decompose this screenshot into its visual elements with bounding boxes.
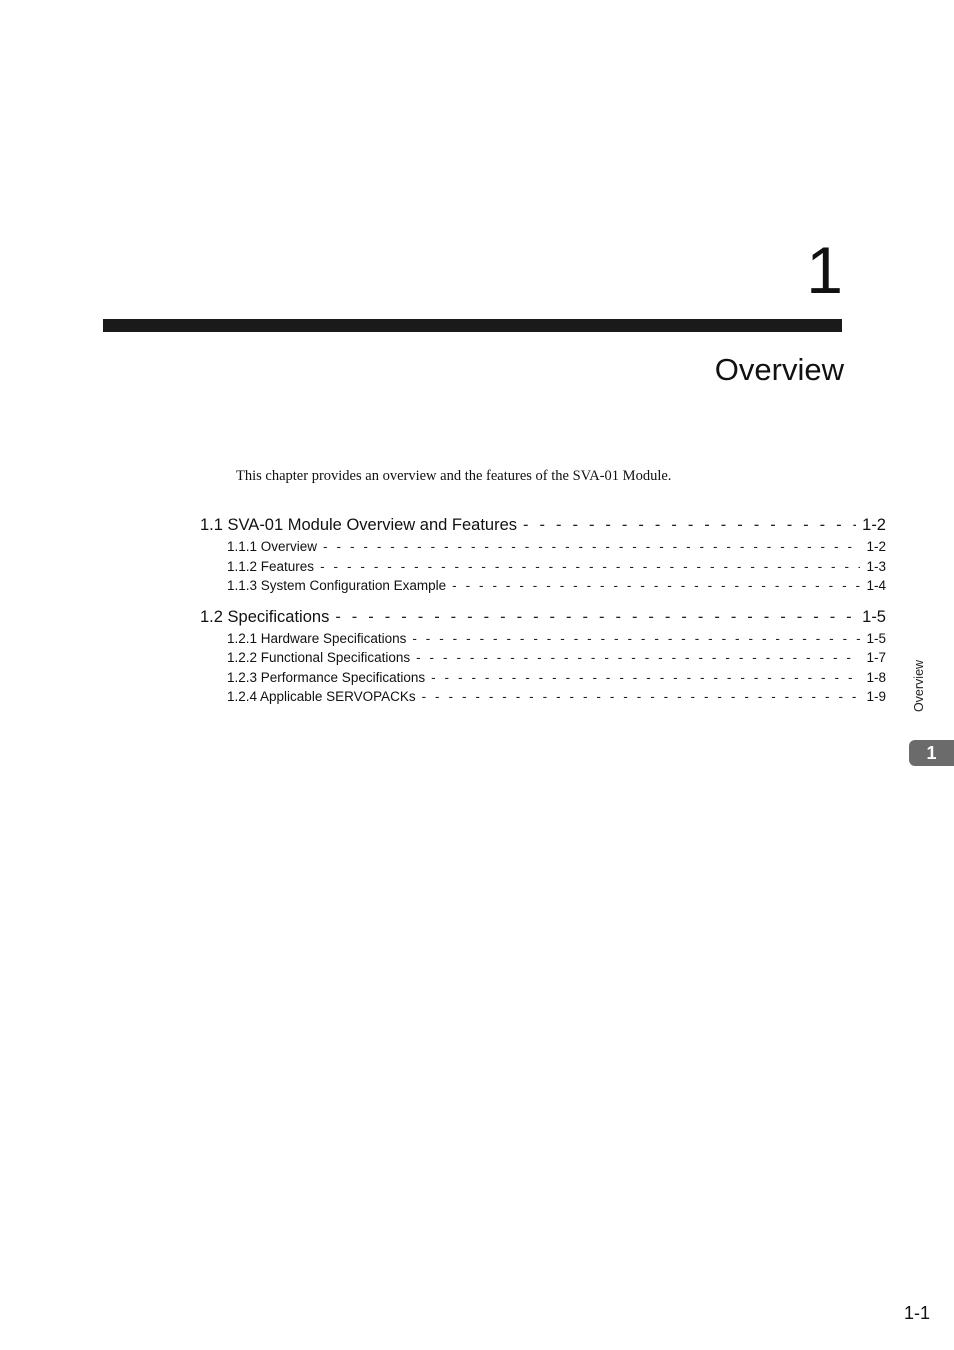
toc-label: 1.2.4 Applicable SERVOPACKs [227, 689, 416, 704]
toc-page: 1-7 [866, 650, 886, 665]
toc-leader [416, 648, 860, 668]
toc-entry-1-1-2[interactable] [200, 557, 886, 577]
toc-entry-1-2-1[interactable] [200, 629, 886, 649]
chapter-tab[interactable]: 1 [909, 740, 954, 766]
toc-label: 1.1.2 Features [227, 558, 315, 574]
toc-leader [335, 605, 856, 629]
toc-page: 1-5 [866, 630, 886, 646]
toc-leader [412, 629, 860, 649]
toc-entry-1-1[interactable] [200, 513, 886, 537]
toc-label: 1.1.3 System Configuration Example [227, 578, 447, 593]
chapter-number: 1 [806, 233, 843, 307]
toc-label: 1.2.2 Functional Specifications [227, 650, 411, 665]
toc-entry-1-2[interactable] [200, 605, 886, 629]
toc-page: 1-5 [862, 607, 886, 626]
toc-entry-1-1-1[interactable] [200, 537, 886, 557]
table-of-contents [200, 513, 886, 707]
toc-label: 1.1.1 Overview [227, 539, 318, 554]
chapter-divider-bar [103, 319, 842, 332]
page-number: 1-1 [903, 1303, 930, 1323]
toc-label: 1.2.3 Performance Specifications [227, 669, 426, 685]
toc-leader [431, 668, 860, 688]
toc-entry-1-1-3[interactable] [200, 576, 886, 596]
toc-page: 1-2 [862, 516, 886, 534]
side-chapter-label [910, 655, 928, 717]
toc-page: 1-8 [866, 669, 886, 685]
toc-label: 1.2.1 Hardware Specifications [227, 630, 407, 646]
toc-entry-1-2-2[interactable] [200, 648, 886, 668]
toc-leader [422, 687, 861, 707]
toc-leader [452, 576, 860, 596]
toc-page: 1-9 [866, 689, 886, 704]
toc-leader [320, 557, 860, 577]
toc-leader [523, 513, 856, 537]
chapter-title: Overview [714, 352, 844, 387]
toc-page: 1-2 [866, 539, 886, 554]
side-chapter-label-text: Overview [912, 659, 926, 713]
chapter-intro: This chapter provides an overview and the features of the SVA-01 Module. [236, 468, 672, 484]
toc-entry-1-2-3[interactable] [200, 668, 886, 688]
toc-page: 1-3 [866, 558, 886, 574]
toc-leader [323, 537, 860, 557]
toc-entry-1-2-4[interactable] [200, 687, 886, 707]
toc-label: 1.1 SVA-01 Module Overview and Features [200, 516, 518, 534]
toc-label: 1.2 Specifications [200, 607, 330, 626]
toc-page: 1-4 [866, 578, 886, 593]
